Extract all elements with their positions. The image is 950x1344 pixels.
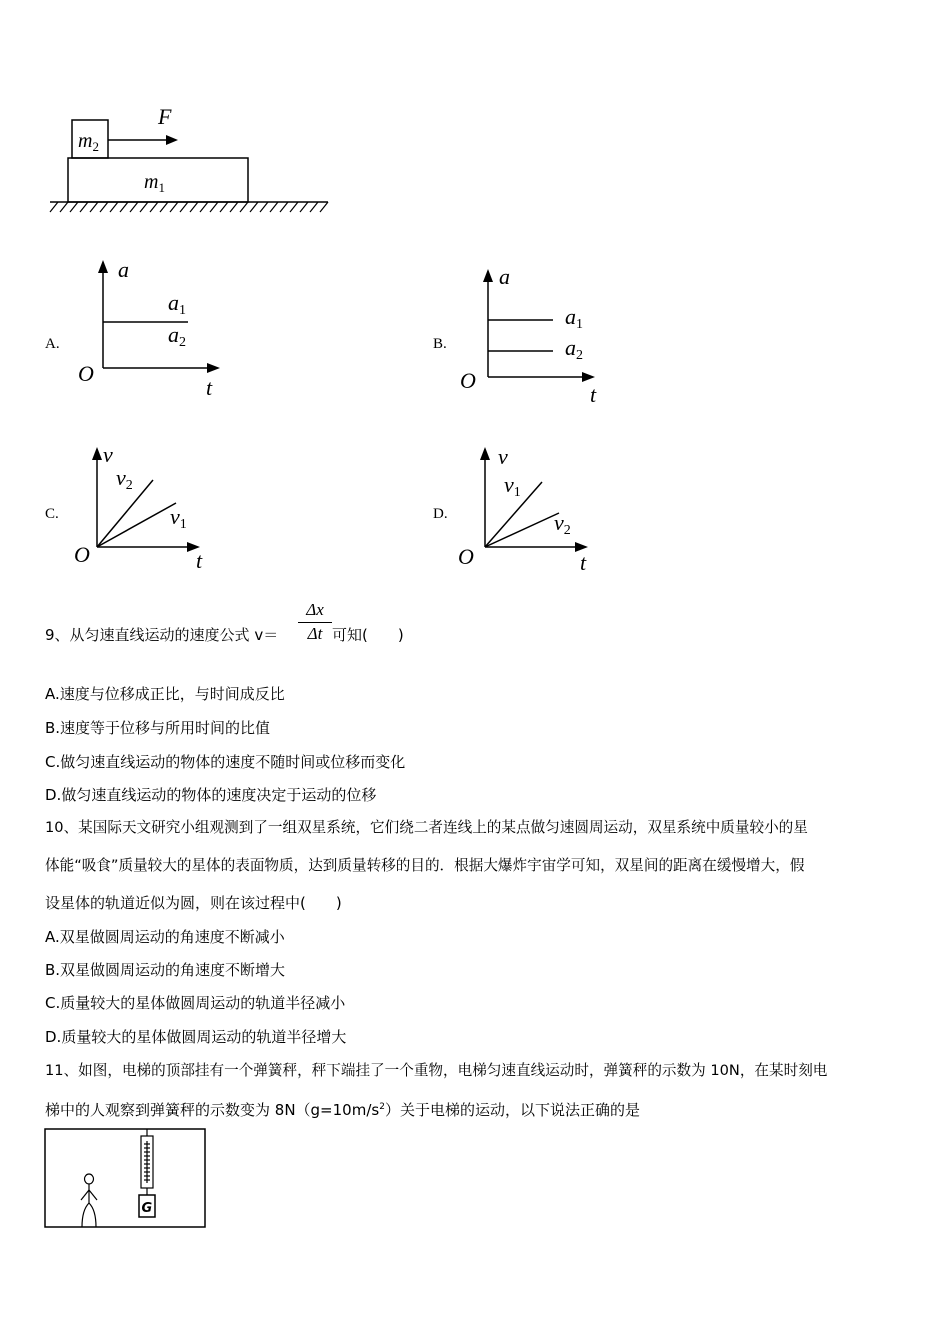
elevator-figure — [44, 1128, 208, 1230]
graph-c-line-shallow — [97, 503, 176, 547]
graph-b-yaxis: a — [499, 264, 510, 289]
q9-frac-num: Δx — [306, 600, 324, 619]
option-a-letter: A. — [45, 336, 60, 352]
graph-b-label2: a2 — [565, 335, 583, 363]
graph-c — [70, 440, 240, 580]
graph-d-xaxis: t — [580, 550, 587, 575]
graph-c-yaxis: v — [103, 442, 113, 467]
q9-stem-tail: 可知( ) — [332, 626, 404, 644]
q9-stem: 9、从匀速直线运动的速度公式 v＝ — [45, 626, 279, 644]
q9-option-a: A.速度与位移成正比，与时间成反比 — [45, 685, 285, 703]
q9-option-b: B.速度等于位移与所用时间的比值 — [45, 719, 271, 737]
q10-line-1: 10、某国际天文研究小组观测到了一组双星系统，它们绕二者连线上的某点做匀速圆周运动，双星系统中质量较小的星 — [45, 819, 808, 836]
m1-label: $m_1$ — [144, 171, 165, 195]
graph-d-label1: v1 — [504, 472, 521, 500]
q10-line-2: 体能“吸食”质量较大的星体的表面物质，达到质量转移的目的．根据大爆炸宇宙学可知，双星间的距离在缓慢增大，假 — [45, 857, 805, 874]
graph-a-label2: a2 — [168, 322, 186, 350]
weight-label: G — [141, 1201, 153, 1216]
q9-option-d: D.做匀速直线运动的物体的速度决定于运动的位移 — [45, 786, 377, 804]
graph-a-xaxis: t — [206, 375, 213, 400]
graph-a-yaxis: a — [118, 257, 129, 282]
m2-label: $m_2$ — [78, 130, 99, 154]
graph-d-origin: O — [458, 544, 474, 569]
q10-line-3: 设星体的轨道近似为圆，则在该过程中( ) — [45, 894, 342, 912]
graph-b — [455, 262, 625, 412]
graph-a-origin: O — [78, 361, 94, 386]
graph-c-label1: v2 — [116, 465, 133, 493]
spring-scale — [141, 1129, 153, 1195]
q9-fraction — [298, 600, 332, 644]
q10-option-d: D.质量较大的星体做圆周运动的轨道半径增大 — [45, 1028, 347, 1046]
graph-d-line-shallow — [485, 513, 559, 547]
q10-option-c: C.质量较大的星体做圆周运动的轨道半径减小 — [45, 994, 346, 1012]
ground-hatch — [50, 202, 328, 212]
q9-option-c: C.做匀速直线运动的物体的速度不随时间或位移而变化 — [45, 753, 406, 771]
option-c-letter: C. — [45, 506, 59, 522]
graph-c-origin: O — [74, 542, 90, 567]
person-icon — [81, 1174, 97, 1227]
option-b-letter: B. — [433, 336, 447, 352]
option-d-letter: D. — [433, 506, 448, 522]
graph-b-label1: a1 — [565, 304, 583, 332]
graph-a-label1: a1 — [168, 290, 186, 318]
graph-a — [70, 255, 240, 405]
graph-b-xaxis: t — [590, 382, 597, 407]
graph-d — [458, 440, 628, 580]
blocks-figure — [40, 100, 340, 220]
graph-c-label2: v1 — [170, 504, 187, 532]
q11-line-2: 梯中的人观察到弹簧秤的示数变为 $8N(g=10m/s^2)$关于电梯的运动，以下说法正确的是 — [45, 1101, 640, 1119]
graph-d-yaxis: v — [498, 444, 508, 469]
graph-b-origin: O — [460, 368, 476, 393]
q10-option-a: A.双星做圆周运动的角速度不断减小 — [45, 928, 285, 946]
q10-option-b: B.双星做圆周运动的角速度不断增大 — [45, 961, 286, 979]
graph-c-xaxis: t — [196, 548, 203, 573]
graph-d-label2: v2 — [554, 510, 571, 538]
force-arrowhead — [166, 135, 178, 145]
force-label: F — [158, 104, 172, 129]
q11-line-1: 11、如图，电梯的顶部挂有一个弹簧秤，秤下端挂了一个重物，电梯匀速直线运动时，弹簧秤的示数为 10N，在某时刻电 — [45, 1062, 828, 1079]
elevator-box — [45, 1129, 205, 1227]
q9-frac-den: Δt — [307, 624, 323, 643]
